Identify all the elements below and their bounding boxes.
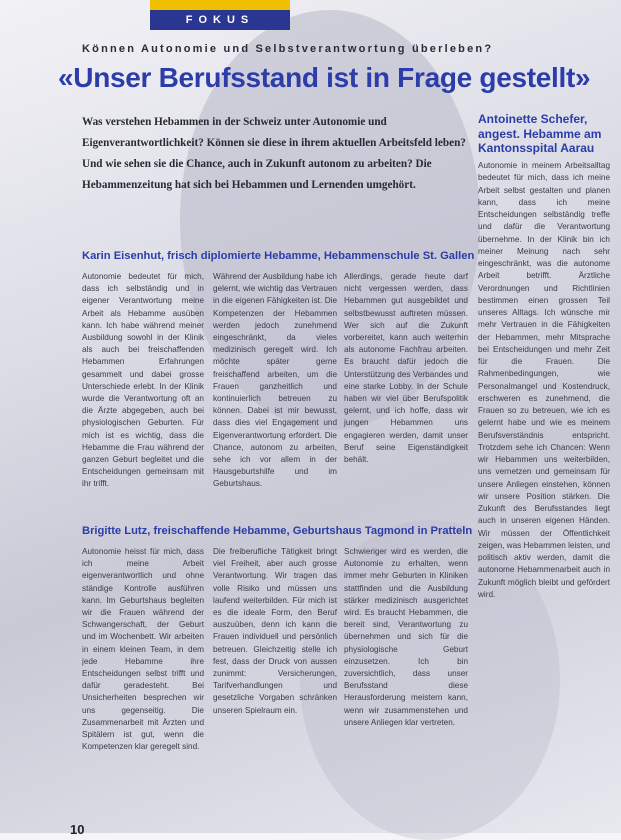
sidebar-heading — [478, 112, 608, 156]
section-label: FOKUS — [150, 10, 290, 30]
sidebar-place: Kantonsspital Aarau — [478, 141, 595, 155]
section-2-column-1: Autonomie heisst für mich, dass ich meine Arbeit eigenverantwortlich und ohne ständige Kontrolle ausführen kann. Im Geburtshaus begleiten wir die Frauen während der Schwangerschaft, der Geburt und im Wochenbett. Wir arbeiten in einem kleinen Team, in dem jede Hebamme ihre Entscheidungen selbst trifft und dafür geradesteht. Bei Unsicherheiten besprechen wir uns gegenseitig. Die Zusammenarbeit mit Ärzten und Spitälern ist gut, wenn die Kompetenzen klar geregelt sind. — [82, 547, 204, 752]
section-2-column-3: Schwieriger wird es werden, die Autonomie zu erhalten, wenn immer mehr Geburten in Kliniken stattfinden und die Ausbildung stärker medizinisch ausgerichtet wird. Es braucht Hebammen, die bereit sind, Verantwortung zu übernehmen und sich für die physiologische Geburt einzusetzen. Ich bin zuversichtlich, dass unser Berufsstand diese Herausforderung meistern kann, wenn wir zusammenstehen und unsere Anliegen klar vertreten. — [344, 547, 468, 727]
section-1-column-2: Während der Ausbildung habe ich gelernt, wie wichtig das Vertrauen in die eigenen Fähigkeiten ist. Die Kompetenzen der Hebammen werden jedoch zunehmend eingeschränkt, da vieles medizinisch geregelt wird. Ich möchte später gerne freischaffend arbeiten, um die Frauen ganzheitlich und kontinuierlich betreuen zu können. Dabei ist mir bewusst, dass dies viel Engagement und Eigenverantwortung erfordert. Die Chance, autonom zu arbeiten, sehe ich vor allem in der Hausgeburtshilfe und im Geburtshaus. — [213, 272, 337, 489]
section-1-column-1: Autonomie bedeutet für mich, dass ich selbständig und in eigener Verantwortung meine Arbeit als Hebamme ausüben kann. Ich habe während meiner Ausbildung sowohl in der Klinik als auch bei freischaffenden Hebammen Erfahrungen gesammelt und dabei grosse Unterschiede erlebt. In der Klinik wurde die Verantwortung oft an die Ärzte abgegeben, auch bei physiologischen Geburten. Für mich ist es wichtig, dass die Hebamme die Frau während der ganzen Geburt begleitet und die Entscheidungen gemeinsam mit ihr trifft. — [82, 272, 204, 489]
section-1-column-3: Allerdings, gerade heute darf nicht vergessen werden, dass Hebammen gut ausgebildet und selbstbewusst auftreten müssen. Wer sich auf die Zukunft vorbereitet, kann auch weiterhin als autonome Fachfrau arbeiten. Es braucht dafür jedoch die Unterstützung des Verbandes und eine starke Lobby. In der Schule haben wir viel über Berufspolitik gelernt, und ich hoffe, dass wir jungen Hebammen uns engagieren werden, damit unser Beruf seine Eigenständigkeit behält. — [344, 272, 468, 465]
sidebar-body: Autonomie in meinem Arbeitsalltag bedeutet für mich, dass ich meine Arbeit selbst gestalten und planen kann, dass ich meine Entscheidungen selbständig treffe und dafür die Verantwortung übernehme. In der Klinik bin ich meiner Meinung nach sehr eingeschränkt, was die autonome Arbeit betrifft. Ärztliche Verordnungen und Richtlinien bestimmen einen grossen Teil unseres Alltags. Ich wünsche mir mehr Vertrauen in die Fähigkeiten der Hebammen, mehr Mitsprache bei Entscheidungen und mehr Zeit für die Frauen. Die Rahmenbedingungen, wie Personalmangel und Kostendruck, erschweren es zunehmend, die Frauen so zu betreuen, wie ich es gelernt habe und wie es meinem Berufsverständnis entspricht. Trotzdem sehe ich Chancen: Wenn wir Hebammen uns weiterbilden, uns vernetzen und gemeinsam für unsere Anliegen einstehen, können wir unsere Position stärken. Die Zukunft des Berufsstandes liegt auch in unseren eigenen Händen. Wir müssen der Öffentlichkeit zeigen, was Hebammen leisten, und politisch aktiv werden, damit die autonome Hebammenarbeit auch in Zukunft möglich bleibt und gefördert wird. — [478, 161, 610, 599]
headline: «Unser Berufsstand ist in Frage gestellt» — [58, 62, 591, 93]
sidebar-name: Antoinette Schefer, — [478, 112, 588, 126]
kicker: Können Autonomie und Selbstverantwortung überleben? — [82, 43, 494, 55]
section-heading-1: Karin Eisenhut, frisch diplomierte Hebamme, Hebammenschule St. Gallen — [82, 250, 475, 262]
section-2-column-2: Die freiberufliche Tätigkeit bringt viel Freiheit, aber auch grosse Verantwortung. Wir tragen das volle Risiko und müssen uns laufend weiterbilden. Für mich ist es die ideale Form, den Beruf auszuüben, denn ich kann die Frauen individuell und persönlich betreuen. Gleichzeitig stelle ich fest, dass der Druck von aussen zunimmt: Versicherungen, Tarifverhandlungen und gesetzliche Vorgaben schränken unseren Spielraum ein. — [213, 547, 337, 715]
section-heading-2: Brigitte Lutz, freischaffende Hebamme, Geburtshaus Tagmond in Pratteln — [82, 525, 473, 537]
lead-paragraph: Was verstehen Hebammen in der Schweiz unter Autonomie und Eigenverantwortlichkeit? Können sie diese in ihrem aktuellen Arbeitsfeld leben? Und wie sehen sie die Chance, auch in Zukunft autonom zu arbeiten? Die Hebammenzeitung hat sich bei Hebammen und Lernenden umgehört. — [82, 116, 466, 191]
sidebar-role: angest. Hebamme am — [478, 126, 602, 141]
page-number: 10 — [70, 822, 85, 837]
section-band — [150, 0, 290, 10]
